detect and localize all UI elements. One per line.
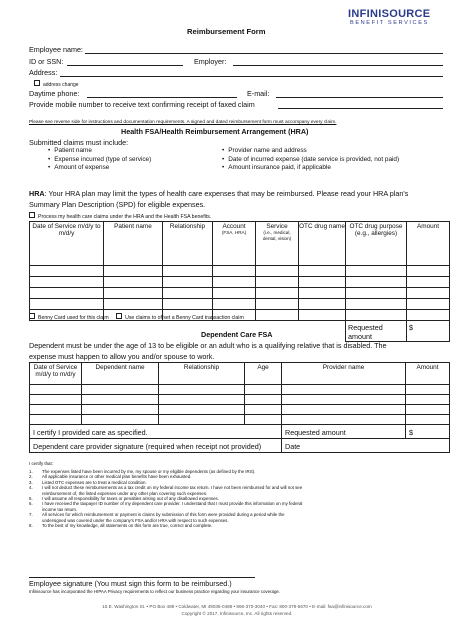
hipaa-notice: Infinisource has incorporated the HIPAA Privacy requirements to reflect our business practice regarding your insurance coverage. bbox=[29, 589, 281, 594]
table-row[interactable] bbox=[30, 415, 450, 425]
provider-signature-field[interactable]: Dependent care provider signature (required when receipt not provided) bbox=[30, 439, 282, 453]
certification-text: To the best of my knowledge, all statements on this form are true, correct and complete. bbox=[42, 523, 213, 529]
requirement-item: • Provider name and address bbox=[222, 147, 399, 156]
col-date-of-service: Date of Service m/d/y to m/d/y bbox=[30, 222, 104, 266]
certification-item: 6. I have received the taxpayer ID number of my dependent care provider. I understand that I must provide this information on my federal income tax return. bbox=[29, 501, 303, 512]
dependent-care-table bbox=[29, 362, 450, 453]
col-amount: Amount bbox=[407, 222, 450, 266]
certification-item: 7. All services for which reimbursement or payment is claims by submission of this form were provided during a period while the undersigned was covered under the company's FSA and/or HRA with respect to such expenses. bbox=[29, 512, 285, 523]
benny-used-checkbox[interactable] bbox=[29, 313, 35, 319]
col-account-label: Account bbox=[222, 223, 246, 230]
dependent-table-header bbox=[30, 363, 450, 385]
certify-care-text: I certify I provided care as specified. bbox=[30, 425, 282, 439]
certify-intro: I certify that: bbox=[29, 461, 53, 466]
certification-item: 4. I will not deduct these reimbursements as a tax credit on my federal income tax return. I have not been reimbursed for and will not see reimbursement of, the listed expenses under any other plan covering such expenses. bbox=[29, 485, 303, 496]
logo-tagline: BENEFIT SERVICES bbox=[350, 20, 429, 26]
col-age: Age bbox=[245, 363, 282, 385]
dependent-requested-amount-label: Requested amount bbox=[282, 425, 406, 439]
health-table-header bbox=[30, 222, 450, 266]
col-relationship: Relationship bbox=[159, 363, 245, 385]
requirement-item: • Date of incurred expense (date service is provided, not paid) bbox=[222, 156, 399, 165]
certification-text: I will not deduct these reimbursements as a tax credit on my federal income tax return. I have not been reimbursed for and will not see reimbursement of, the listed expenses under any other plan covering such expenses. bbox=[42, 485, 303, 496]
certification-item: 2. All applicable insurance or other medical plan benefits have been exhausted. bbox=[29, 474, 192, 480]
certification-item: 1. The expenses listed have been incurred by me, my spouse or my eligible dependents (as defined by the IRS). bbox=[29, 469, 256, 474]
email-label: E-mail: bbox=[247, 89, 270, 98]
col-service-label: Service bbox=[266, 223, 288, 230]
dependent-requested-amount-value[interactable]: $ bbox=[406, 425, 450, 439]
employer-field[interactable] bbox=[233, 65, 443, 66]
mobile-number-field[interactable] bbox=[278, 108, 443, 109]
process-hra-checkbox[interactable] bbox=[29, 212, 35, 218]
claims-requirements-right bbox=[222, 147, 399, 173]
table-row[interactable] bbox=[30, 288, 450, 299]
benny-used-option[interactable] bbox=[29, 315, 109, 321]
benny-offset-label: Use claims to offset a Benny Card transaction claim bbox=[125, 315, 244, 321]
form-title: Reimbursement Form bbox=[187, 27, 266, 36]
certification-item: 5. I will assume all responsibility for taxes or penalties arising out of any disallowed expenses. bbox=[29, 496, 219, 502]
hra-text-line2: Summary Plan Description (SPD) for eligible expenses. bbox=[29, 200, 206, 209]
address-change-option[interactable] bbox=[34, 80, 79, 88]
email-field[interactable] bbox=[276, 97, 443, 98]
table-row[interactable] bbox=[30, 299, 450, 310]
col-date-of-service: Date of Service m/d/y to m/d/y bbox=[30, 363, 82, 385]
col-service-sub: (i.e., medical, dental, vision) bbox=[262, 230, 292, 241]
employee-name-label: Employee name: bbox=[29, 45, 83, 54]
col-otc-drug-name: OTC drug name bbox=[299, 222, 346, 266]
id-ssn-field[interactable] bbox=[67, 65, 183, 66]
health-claims-table bbox=[29, 221, 450, 342]
dependent-intro-line1: Dependent must be under the age of 13 to be eligible or an adult who is a qualifying relative that is disabled. The bbox=[29, 341, 387, 350]
provider-signature-row bbox=[30, 439, 450, 453]
table-row[interactable] bbox=[30, 385, 450, 395]
benny-used-label: Benny Card used for this claim bbox=[38, 315, 109, 321]
fax-mobile-text: Provide mobile number to receive text confirming receipt of faxed claim bbox=[29, 100, 255, 109]
certification-item: 8. To the best of my knowledge, all statements on this form are true, correct and complete. bbox=[29, 523, 213, 529]
col-dependent-name: Dependent name bbox=[82, 363, 159, 385]
claims-intro: Submitted claims must include: bbox=[29, 138, 129, 147]
table-row[interactable] bbox=[30, 277, 450, 288]
employer-label: Employer: bbox=[194, 57, 227, 66]
col-account bbox=[213, 222, 256, 266]
provider-date-field[interactable]: Date bbox=[282, 439, 450, 453]
benny-offset-checkbox[interactable] bbox=[116, 313, 122, 319]
dependent-intro-line2: expense must happen to allow you and/or spouse to work. bbox=[29, 352, 215, 361]
employee-name-field[interactable] bbox=[85, 53, 443, 54]
footer-copyright: Copyright © 2017, Infinisource, Inc. All rights reserved. bbox=[181, 611, 293, 616]
certification-text: All services for which reimbursement or payment is claims by submission of this form were provided during a period while the undersigned was covered under the company's FSA and/or HRA with respect to such expenses. bbox=[42, 512, 285, 523]
logo-wordmark: INFINISOURCE bbox=[348, 8, 431, 20]
footer-address: 15 E. Washington St. • PO Box 488 • Coldwater, MI 49036-0488 • 866-370-3040 • Fax: 800-379-5670 • E-mail: fsa@infinisource.com bbox=[102, 604, 372, 609]
daytime-phone-label: Daytime phone: bbox=[29, 89, 80, 98]
requested-amount-label: Requested amount bbox=[346, 321, 407, 342]
col-amount: Amount bbox=[406, 363, 450, 385]
certification-text: Listed OTC expenses are to treat a medical condition. bbox=[42, 479, 147, 485]
certification-list bbox=[29, 469, 449, 528]
health-section-title: Health FSA/Health Reimbursement Arrangement (HRA) bbox=[121, 127, 309, 136]
infinisource-logo bbox=[348, 8, 430, 26]
hra-text-line1: : Your HRA plan may limit the types of health care expenses that may be reimbursed. Please read your HRA plan's bbox=[44, 189, 409, 198]
certification-item: 3. Listed OTC expenses are to treat a medical condition. bbox=[29, 479, 147, 485]
table-row[interactable] bbox=[30, 395, 450, 405]
certify-row bbox=[30, 425, 450, 439]
col-patient-name: Patient name bbox=[104, 222, 163, 266]
employee-signature-field[interactable] bbox=[29, 577, 255, 578]
col-account-sub: (FSA, HRA) bbox=[221, 230, 247, 236]
requested-amount-value[interactable]: $ bbox=[407, 321, 450, 342]
claims-requirements-left bbox=[48, 147, 151, 173]
hra-notice bbox=[29, 189, 408, 198]
process-hra-option[interactable] bbox=[29, 212, 211, 220]
col-service bbox=[256, 222, 299, 266]
requirement-item: • Amount insurance paid, if applicable bbox=[222, 164, 399, 173]
requirement-item: • Amount of expense bbox=[48, 164, 151, 173]
certification-text: I will assume all responsibility for taxes or penalties arising out of any disallowed expenses. bbox=[42, 496, 219, 502]
benny-offset-option[interactable] bbox=[116, 315, 244, 321]
certification-text: All applicable insurance or other medical plan benefits have been exhausted. bbox=[42, 474, 192, 480]
address-field[interactable] bbox=[60, 76, 443, 77]
instructions-notice: Please see reverse side for instructions and documentation requirements. A signed and dated reimbursement form must accompany every claim. bbox=[29, 120, 337, 125]
daytime-phone-field[interactable] bbox=[87, 97, 237, 98]
col-relationship: Relationship bbox=[163, 222, 213, 266]
dependent-section-title: Dependent Care FSA bbox=[201, 330, 273, 339]
col-provider-name: Provider name bbox=[282, 363, 406, 385]
certification-text: The expenses listed have been incurred by me, my spouse or my eligible dependents (as defined by the IRS). bbox=[42, 469, 256, 474]
hra-label: HRA bbox=[29, 189, 45, 198]
table-row[interactable] bbox=[30, 266, 450, 277]
table-row[interactable] bbox=[30, 405, 450, 415]
employee-signature-label: Employee signature (You must sign this form to be reimbursed.) bbox=[29, 579, 232, 588]
requirement-item: • Expense incurred (type of service) bbox=[48, 156, 151, 165]
address-change-checkbox[interactable] bbox=[34, 80, 40, 86]
id-ssn-label: ID or SSN: bbox=[29, 57, 64, 66]
col-otc-drug-purpose: OTC drug purpose (e.g., allergies) bbox=[346, 222, 407, 266]
benny-card-options bbox=[29, 313, 244, 321]
certification-text: I have received the taxpayer ID number of my dependent care provider. I understand that I must provide this information on my federal income tax return. bbox=[42, 501, 303, 512]
address-change-label: address change bbox=[43, 82, 79, 88]
process-hra-label: Process my health care claims under the HRA and the Health FSA benefits. bbox=[38, 214, 212, 220]
requirement-item: • Patient name bbox=[48, 147, 151, 156]
address-label: Address: bbox=[29, 68, 58, 77]
